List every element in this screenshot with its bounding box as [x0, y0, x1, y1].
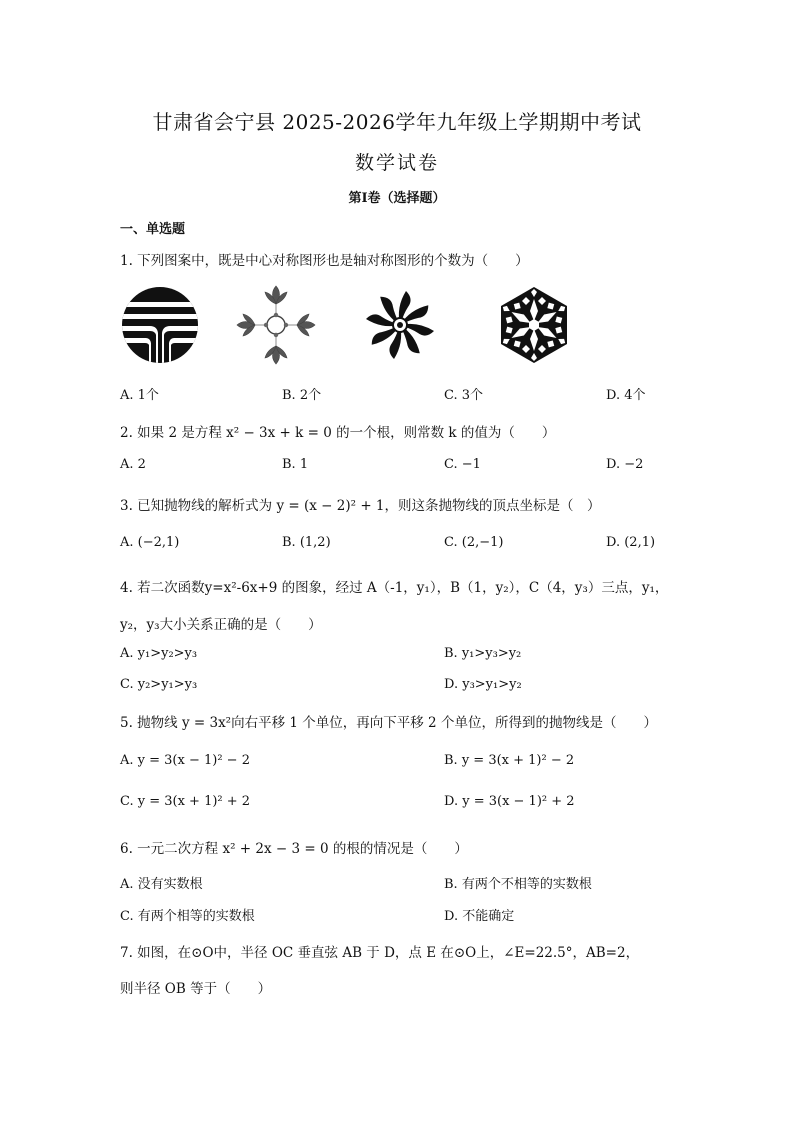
q4-option-d[interactable]: D. y₃>y₁>y₂ [444, 677, 522, 692]
q3-option-a[interactable]: A. (−2,1) [120, 535, 180, 550]
q3-option-d[interactable]: D. (2,1) [606, 535, 656, 550]
q1-option-a[interactable]: A. 1个 [120, 388, 159, 403]
q5-option-c[interactable]: C. y = 3(x + 1)² + 2 [120, 794, 251, 809]
q1-option-c[interactable]: C. 3个 [444, 388, 484, 403]
exam-title: 甘肃省会宁县 2025-2026学年九年级上学期期中考试 [152, 110, 642, 134]
question-4-stem-line1: 4. 若二次函数y=x²-6x+9 的图象，经过 A（-1，y₁），B（1，y₂），C（4，y₃）三点，y₁， [120, 580, 669, 596]
question-5-stem: 5. 抛物线 y = 3x²向右平移 1 个单位，再向下平移 2 个单位，所得到的抛物线是（ ） [120, 715, 657, 731]
q1-option-d[interactable]: D. 4个 [606, 388, 646, 403]
q6-option-a[interactable]: A. 没有实数根 [120, 877, 203, 892]
q6-option-c[interactable]: C. 有两个相等的实数根 [120, 909, 255, 924]
volume-label: 第Ⅰ卷（选择题） [348, 191, 446, 206]
q5-option-d[interactable]: D. y = 3(x − 1)² + 2 [444, 794, 575, 809]
q2-option-a[interactable]: A. 2 [120, 457, 146, 472]
question-4-stem-line2: y₂，y₃大小关系正确的是（ ） [120, 617, 322, 633]
q4-option-c[interactable]: C. y₂>y₁>y₃ [120, 677, 198, 692]
section-heading: 一、单选题 [120, 222, 186, 237]
q4-option-a[interactable]: A. y₁>y₂>y₃ [120, 646, 198, 661]
question-7-stem-line2: 则半径 OB 等于（ ） [120, 981, 272, 997]
question-7-stem-line1: 7. 如图，在⊙O中，半径 OC 垂直弦 AB 于 D，点 E 在⊙O上，∠E=22.5°，AB=2， [120, 945, 640, 961]
question-3-stem: 3. 已知抛物线的解析式为 y = (x − 2)² + 1，则这条抛物线的顶点坐标是（ ） [120, 498, 601, 514]
q4-option-b[interactable]: B. y₁>y₃>y₂ [444, 646, 522, 661]
q5-option-b[interactable]: B. y = 3(x + 1)² − 2 [444, 753, 575, 768]
q6-option-b[interactable]: B. 有两个不相等的实数根 [444, 877, 592, 892]
hexagon-snowflake-icon [492, 283, 576, 367]
q3-option-b[interactable]: B. (1,2) [282, 535, 331, 550]
q2-option-d[interactable]: D. −2 [606, 457, 644, 472]
striped-circle-logo-icon [120, 285, 200, 365]
q2-option-c[interactable]: C. −1 [444, 457, 481, 472]
floral-cross-ornament-icon [233, 282, 319, 368]
q2-option-b[interactable]: B. 1 [282, 457, 309, 472]
q5-option-a[interactable]: A. y = 3(x − 1)² − 2 [120, 753, 250, 768]
q6-option-d[interactable]: D. 不能确定 [444, 909, 515, 924]
q1-option-b[interactable]: B. 2个 [282, 388, 322, 403]
question-1-stem: 1. 下列图案中，既是中心对称图形也是轴对称图形的个数为（ ） [120, 253, 529, 269]
q3-option-c[interactable]: C. (2,−1) [444, 535, 504, 550]
question-2-stem: 2. 如果 2 是方程 x² − 3x + k = 0 的一个根，则常数 k 的值为（ ） [120, 425, 556, 441]
pinwheel-flower-icon [360, 285, 440, 365]
question-6-stem: 6. 一元二次方程 x² + 2x − 3 = 0 的根的情况是（ ） [120, 841, 468, 857]
exam-subject: 数学试卷 [354, 152, 439, 174]
